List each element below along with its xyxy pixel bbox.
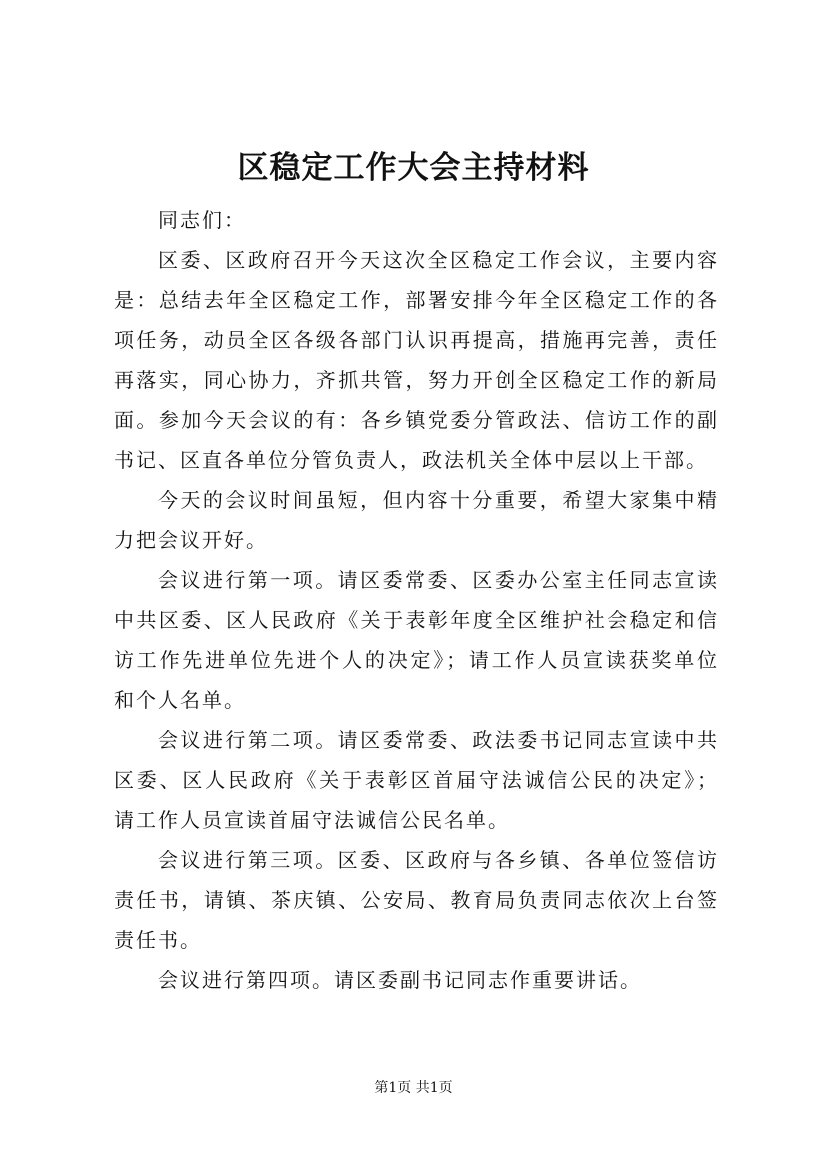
paragraph: 会议进行第三项。区委、区政府与各乡镇、各单位签信访责任书，请镇、茶庆镇、公安局、教育局负责同志依次上台签责任书。: [114, 848, 719, 952]
paragraph: 会议进行第一项。请区委常委、区委办公室主任同志宣读中共区委、区人民政府《关于表彰年度全区维护社会稳定和信访工作先进单位先进个人的决定》；请工作人员宣读获奖单位和个人名单。: [114, 568, 719, 712]
paragraph: 会议进行第四项。请区委副书记同志作重要讲话。: [158, 968, 642, 992]
paragraph: 区委、区政府召开今天这次全区稳定工作会议，主要内容是：总结去年全区稳定工作，部署安排今年全区稳定工作的各项任务，动员全区各级各部门认识再提高，措施再完善，责任再落实，同心协力，齐抓共管，努力开创全区稳定工作的新局面。参加今天会议的有：各乡镇党委分管政法、信访工作的副书记、区直各单位分管负责人，政法机关全体中层以上干部。: [114, 248, 719, 472]
page-footer: 第1页 共1页: [374, 1080, 453, 1096]
document-title: 区稳定工作大会主持材料: [237, 150, 590, 186]
paragraph: 会议进行第二项。请区委常委、政法委书记同志宣读中共区委、区人民政府《关于表彰区首届守法诚信公民的决定》；请工作人员宣读首届守法诚信公民名单。: [114, 728, 719, 832]
paragraph: 今天的会议时间虽短，但内容十分重要，希望大家集中精力把会议开好。: [114, 488, 719, 552]
salutation: 同志们：: [158, 208, 246, 232]
document-body: [114, 200, 719, 1000]
